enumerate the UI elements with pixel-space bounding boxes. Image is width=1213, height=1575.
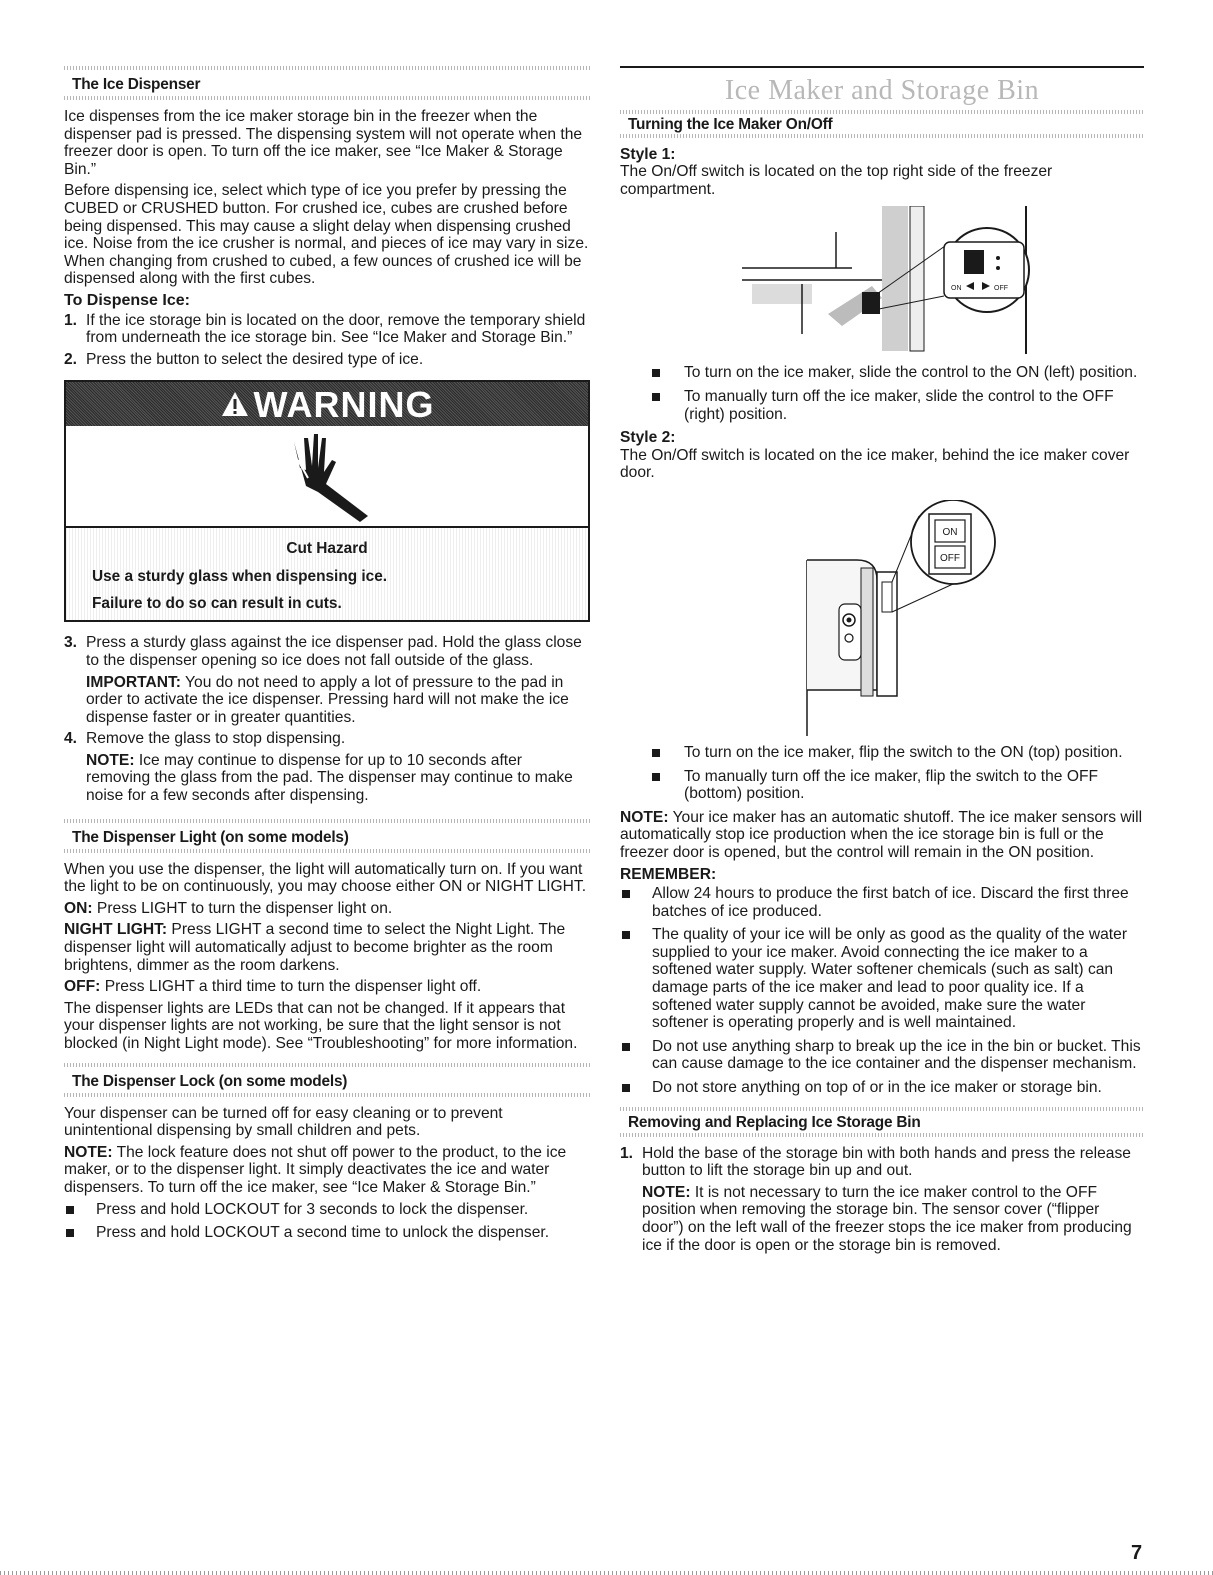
bullet-icon (652, 393, 660, 401)
bullet-text: To manually turn off the ice maker, flip the switch to the OFF (bottom) position. (684, 767, 1098, 803)
note-text: The lock feature does not shut off power to the product, to the ice maker, or to the dispenser light. It simply deactivates the ice and water dispensers. To turn off the ice maker, see “Ice Maker & Storage Bin.” (64, 1143, 567, 1196)
list-item (64, 351, 590, 369)
section-header-ice-dispenser (64, 62, 590, 102)
note-text: Your ice maker has an automatic shutoff. The ice maker sensors will automatically stop ice production when the ice storage bin is full or the freezer door is opened, but the control will remain in the ON position. (620, 808, 1143, 861)
section-title: The Dispenser Light (on some models) (72, 828, 349, 846)
note-label: NOTE: (642, 1183, 691, 1201)
icemaker-switch-illustration (767, 500, 997, 740)
paragraph (64, 921, 590, 974)
step-text: Press a sturdy glass against the ice dispenser pad. Hold the glass close to the dispenser opening so ice does not fall outside of the glass. (86, 634, 582, 669)
text: Press LIGHT to turn the dispenser light on. (92, 899, 393, 917)
paragraph (620, 809, 1144, 862)
warning-banner (66, 382, 588, 426)
step-number: 2. (64, 350, 78, 368)
bullet-text: To turn on the ice maker, slide the control to the ON (left) position. (684, 364, 1138, 382)
label: ON: (64, 899, 93, 917)
bullet-text: The quality of your ice will be only as good as the quality of the water supplied to your ice maker. Avoid connecting the ice maker to a softened water supply. Water softener chemicals (such as salt) can damage parts of the ice maker and lead to poor quality ice. If a softened water supply cannot be avoided, make sure the water softener is operating properly and is well maintained. (652, 926, 1128, 1032)
switch-off-label: OFF (940, 552, 960, 564)
bullet-icon (652, 749, 660, 757)
important-note (86, 674, 590, 727)
paragraph (64, 978, 590, 996)
bullet-text: Do not use anything sharp to break up the ice in the bin or bucket. This can cause damage to the ice container and the dispenser mechanism. (652, 1037, 1141, 1073)
list-item (64, 730, 590, 748)
section-title: The Dispenser Lock (on some models) (72, 1072, 348, 1090)
paragraph: When you use the dispenser, the light will automatically turn on. If you want the light to be on continuously, you may choose either ON or NIGHT LIGHT. (64, 860, 587, 896)
paragraph: Your dispenser can be turned off for easy cleaning or to prevent unintentional dispensing by small children and pets. (64, 1104, 503, 1140)
page-number: 7 (1131, 1542, 1143, 1564)
note-label: NOTE: (86, 751, 135, 769)
bullet-item (620, 1079, 1144, 1097)
bullet-icon (622, 1084, 630, 1092)
bullet-icon (622, 1043, 630, 1051)
text: Press LIGHT a second time to select the Night Light. The dispenser light will automatically adjust to become brighter as the room brightens, dimmer as the room darkens. (64, 921, 566, 974)
paragraph: The dispenser lights are LEDs that can not be changed. If it appears that your dispenser lights are not working, be sure that the light sensor is not blocked (in Night Light mode). See “Troubleshooting” for more information. (64, 999, 578, 1052)
bullet-item (650, 744, 1144, 762)
bullet-item (650, 364, 1144, 382)
freezer-switch-illustration (732, 206, 1032, 356)
bullet-icon (652, 773, 660, 781)
bullet-icon (622, 931, 630, 939)
section-header-on-off (620, 106, 1144, 140)
bullet-item (650, 768, 1144, 803)
bullet-item (620, 885, 1144, 920)
step-number: 4. (64, 730, 78, 748)
section-header-dispenser-light (64, 815, 590, 855)
bullet-text: Do not store anything on top of or in the ice maker or storage bin. (652, 1079, 1102, 1097)
warning-text-panel (66, 526, 588, 620)
step-text: If the ice storage bin is located on the door, remove the temporary shield from underneath the ice storage bin. See “Ice Maker and Storage Bin.” (86, 311, 586, 347)
list-item (64, 634, 590, 669)
step-number: 1. (64, 311, 78, 329)
label: NIGHT LIGHT: (64, 921, 168, 939)
warning-title: WARNING (253, 383, 435, 425)
important-text: You do not need to apply a lot of pressure to the pad in order to activate the ice dispenser. Pressing hard will not make the ice dispense faster or in greater quantities. (86, 673, 569, 726)
bullet-text: Press and hold LOCKOUT a second time to unlock the dispenser. (96, 1224, 550, 1242)
section-header-dispenser-lock (64, 1059, 590, 1099)
bullet-icon (622, 890, 630, 898)
section-header-removing-bin (620, 1103, 1144, 1139)
bullet-item (650, 388, 1144, 423)
alert-triangle-icon (220, 390, 250, 418)
hazard-title: Cut Hazard (286, 540, 368, 558)
bullet-text: Allow 24 hours to produce the first batch of ice. Discard the first three batches of ice produced. (652, 885, 1129, 920)
section-title: Removing and Replacing Ice Storage Bin (628, 1113, 921, 1131)
warning-box (64, 380, 590, 622)
paragraph: Before dispensing ice, select which type of ice you prefer by pressing the CUBED or CRUSHED button. For crushed ice, cubes are crushed before being dispensed. This may cause a slight delay when dispensing crushed ice. Noise from the ice crusher is normal, and pieces of ice may vary in size. When changing from crushed to cubed, a few ounces of crushed ice will be dispensed along with the first cubes. (64, 182, 589, 288)
step-number: 1. (620, 1144, 634, 1162)
bullet-item (620, 1038, 1144, 1073)
list-item (64, 312, 590, 347)
step-text: Remove the glass to stop dispensing. (86, 730, 346, 748)
right-column (620, 62, 1144, 1258)
bullet-icon (66, 1229, 74, 1237)
section-title: The Ice Dispenser (72, 76, 201, 93)
switch-on-label: ON (951, 285, 962, 293)
style-label: Style 1: (620, 145, 676, 163)
bullet-text: To turn on the ice maker, flip the switch to the ON (top) position. (684, 743, 1123, 761)
bullet-item (64, 1224, 590, 1242)
subheading: To Dispense Ice: (64, 291, 190, 309)
note-label: NOTE: (620, 808, 669, 826)
left-column (64, 62, 590, 1248)
step-text: Press the button to select the desired type of ice. (86, 350, 424, 368)
note-text: Ice may continue to dispense for up to 10 seconds after removing the glass from the pad. The dispenser may continue to make noise for a few seconds after dispensing. (86, 751, 573, 805)
bullet-item (620, 926, 1144, 1032)
important-label: IMPORTANT: (86, 673, 181, 691)
page-title: Ice Maker and Storage Bin (724, 75, 1040, 106)
warning-line: Failure to do so can result in cuts. (92, 595, 342, 613)
note-text: It is not necessary to turn the ice maker control to the OFF position when removing the storage bin. The sensor cover (“flipper door”) on the left wall of the freezer stops the ice maker from producing ice if the door is open or the storage bin is removed. (642, 1183, 1132, 1254)
switch-on-label: ON (942, 526, 958, 538)
bullet-icon (66, 1206, 74, 1214)
cut-hand-icon (276, 430, 376, 522)
note-label: NOTE: (64, 1143, 113, 1161)
title-rule (620, 66, 1144, 68)
section-title: Turning the Ice Maker On/Off (628, 115, 833, 133)
switch-off-label: OFF (994, 285, 1008, 293)
list-item (620, 1145, 1144, 1180)
paragraph (64, 900, 590, 918)
bullet-icon (652, 369, 660, 377)
step-text: Hold the base of the storage bin with both hands and press the release button to lift the storage bin up and out. (642, 1144, 1131, 1180)
style-label: Style 2: (620, 429, 676, 447)
label: OFF: (64, 978, 101, 996)
text: Press LIGHT a third time to turn the dispenser light off. (100, 978, 482, 996)
bullet-text: To manually turn off the ice maker, slide the control to the OFF (right) position. (684, 387, 1114, 423)
step-number: 3. (64, 634, 78, 652)
remember-label: REMEMBER: (620, 865, 717, 883)
note (86, 752, 590, 805)
note (642, 1184, 1144, 1254)
warning-line: Use a sturdy glass when dispensing ice. (92, 568, 388, 586)
paragraph: Ice dispenses from the ice maker storage bin in the freezer when the dispenser pad is pressed. The dispensing system will not operate when the freezer door is open. To turn off the ice maker, see “Ice Maker & Storage Bin.” (64, 108, 583, 178)
paragraph: The On/Off switch is located on the ice maker, behind the ice maker cover door. (620, 446, 1130, 482)
bullet-item (64, 1201, 590, 1219)
bullet-text: Press and hold LOCKOUT for 3 seconds to lock the dispenser. (96, 1200, 529, 1218)
paragraph: The On/Off switch is located on the top right side of the freezer compartment. (620, 163, 1053, 198)
paragraph (64, 1144, 590, 1197)
bottom-rule (0, 1571, 1213, 1575)
